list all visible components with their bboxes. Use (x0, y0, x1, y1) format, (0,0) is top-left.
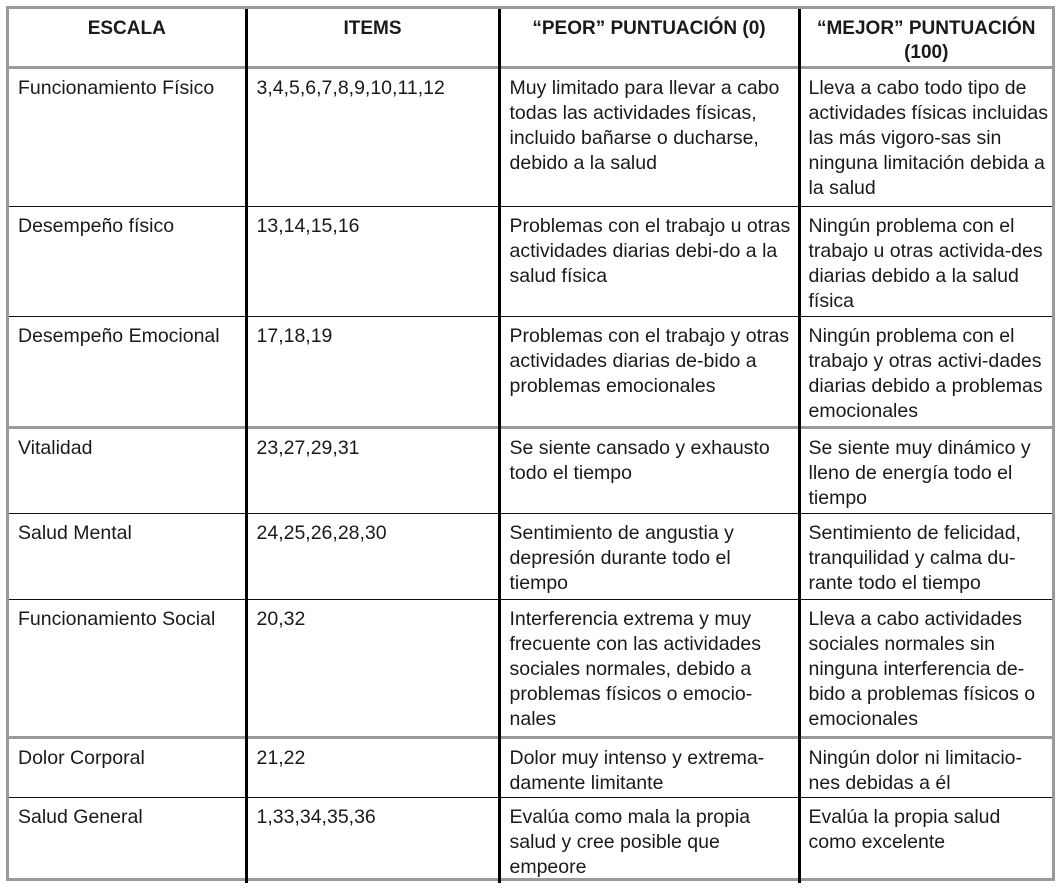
cell-items: 23,27,29,31 (246, 427, 499, 513)
cell-items: 1,33,34,35,36 (246, 797, 499, 883)
cell-items: 21,22 (246, 737, 499, 797)
cell-escala: Desempeño físico (9, 206, 246, 316)
cell-escala: Dolor Corporal (9, 737, 246, 797)
table-row (9, 316, 1052, 427)
sf36-scales-table-container (6, 6, 1055, 881)
cell-escala: Salud Mental (9, 513, 246, 599)
cell-peor: Se siente cansado y exhausto todo el tiempo (499, 427, 799, 513)
cell-escala: Funcionamiento Físico (9, 67, 246, 206)
cell-peor: Dolor muy intenso y extrema-damente limitante (499, 737, 799, 797)
header-peor-puntuacion: “PEOR” PUNTUACIÓN (0) (499, 9, 799, 67)
cell-mejor: Ningún problema con el trabajo u otras activida-des diarias debido a la salud física (799, 206, 1052, 316)
cell-escala: Vitalidad (9, 427, 246, 513)
sf36-scales-table (9, 9, 1052, 883)
cell-peor: Muy limitado para llevar a cabo todas las actividades físicas, incluido bañarse o ducharse, debido a la salud (499, 67, 799, 206)
cell-peor: Interferencia extrema y muy frecuente con las actividades sociales normales, debido a problemas físicos o emocio-nales (499, 599, 799, 737)
cell-mejor: Lleva a cabo actividades sociales normales sin ninguna interferencia de-bido a problemas físicos o emocionales (799, 599, 1052, 737)
cell-items: 24,25,26,28,30 (246, 513, 499, 599)
cell-items: 20,32 (246, 599, 499, 737)
cell-items: 13,14,15,16 (246, 206, 499, 316)
table-row (9, 206, 1052, 316)
cell-mejor: Sentimiento de felicidad, tranquilidad y calma du-rante todo el tiempo (799, 513, 1052, 599)
cell-escala: Salud General (9, 797, 246, 883)
cell-escala: Funcionamiento Social (9, 599, 246, 737)
table-header-row (9, 9, 1052, 67)
cell-mejor: Se siente muy dinámico y lleno de energía todo el tiempo (799, 427, 1052, 513)
header-items: ITEMS (246, 9, 499, 67)
cell-mejor: Ningún dolor ni limitacio-nes debidas a él (799, 737, 1052, 797)
cell-escala: Desempeño Emocional (9, 316, 246, 427)
cell-peor: Problemas con el trabajo u otras actividades diarias debi-do a la salud física (499, 206, 799, 316)
cell-mejor: Lleva a cabo todo tipo de actividades físicas incluidas las más vigoro-sas sin ninguna limitación debida a la salud (799, 67, 1052, 206)
header-mejor-puntuacion: “MEJOR” PUNTUACIÓN (100) (799, 9, 1052, 67)
cell-peor: Sentimiento de angustia y depresión durante todo el tiempo (499, 513, 799, 599)
cell-items: 17,18,19 (246, 316, 499, 427)
table-row (9, 427, 1052, 513)
cell-peor: Evalúa como mala la propia salud y cree posible que empeore (499, 797, 799, 883)
cell-mejor: Ningún problema con el trabajo y otras activi-dades diarias debido a problemas emocionales (799, 316, 1052, 427)
table-row (9, 67, 1052, 206)
cell-peor: Problemas con el trabajo y otras actividades diarias de-bido a problemas emocionales (499, 316, 799, 427)
header-escala: ESCALA (87, 18, 166, 39)
table-row (9, 737, 1052, 797)
cell-items: 3,4,5,6,7,8,9,10,11,12 (246, 67, 499, 206)
cell-mejor: Evalúa la propia salud como excelente (799, 797, 1052, 883)
table-row (9, 797, 1052, 883)
table-row (9, 599, 1052, 737)
table-row (9, 513, 1052, 599)
